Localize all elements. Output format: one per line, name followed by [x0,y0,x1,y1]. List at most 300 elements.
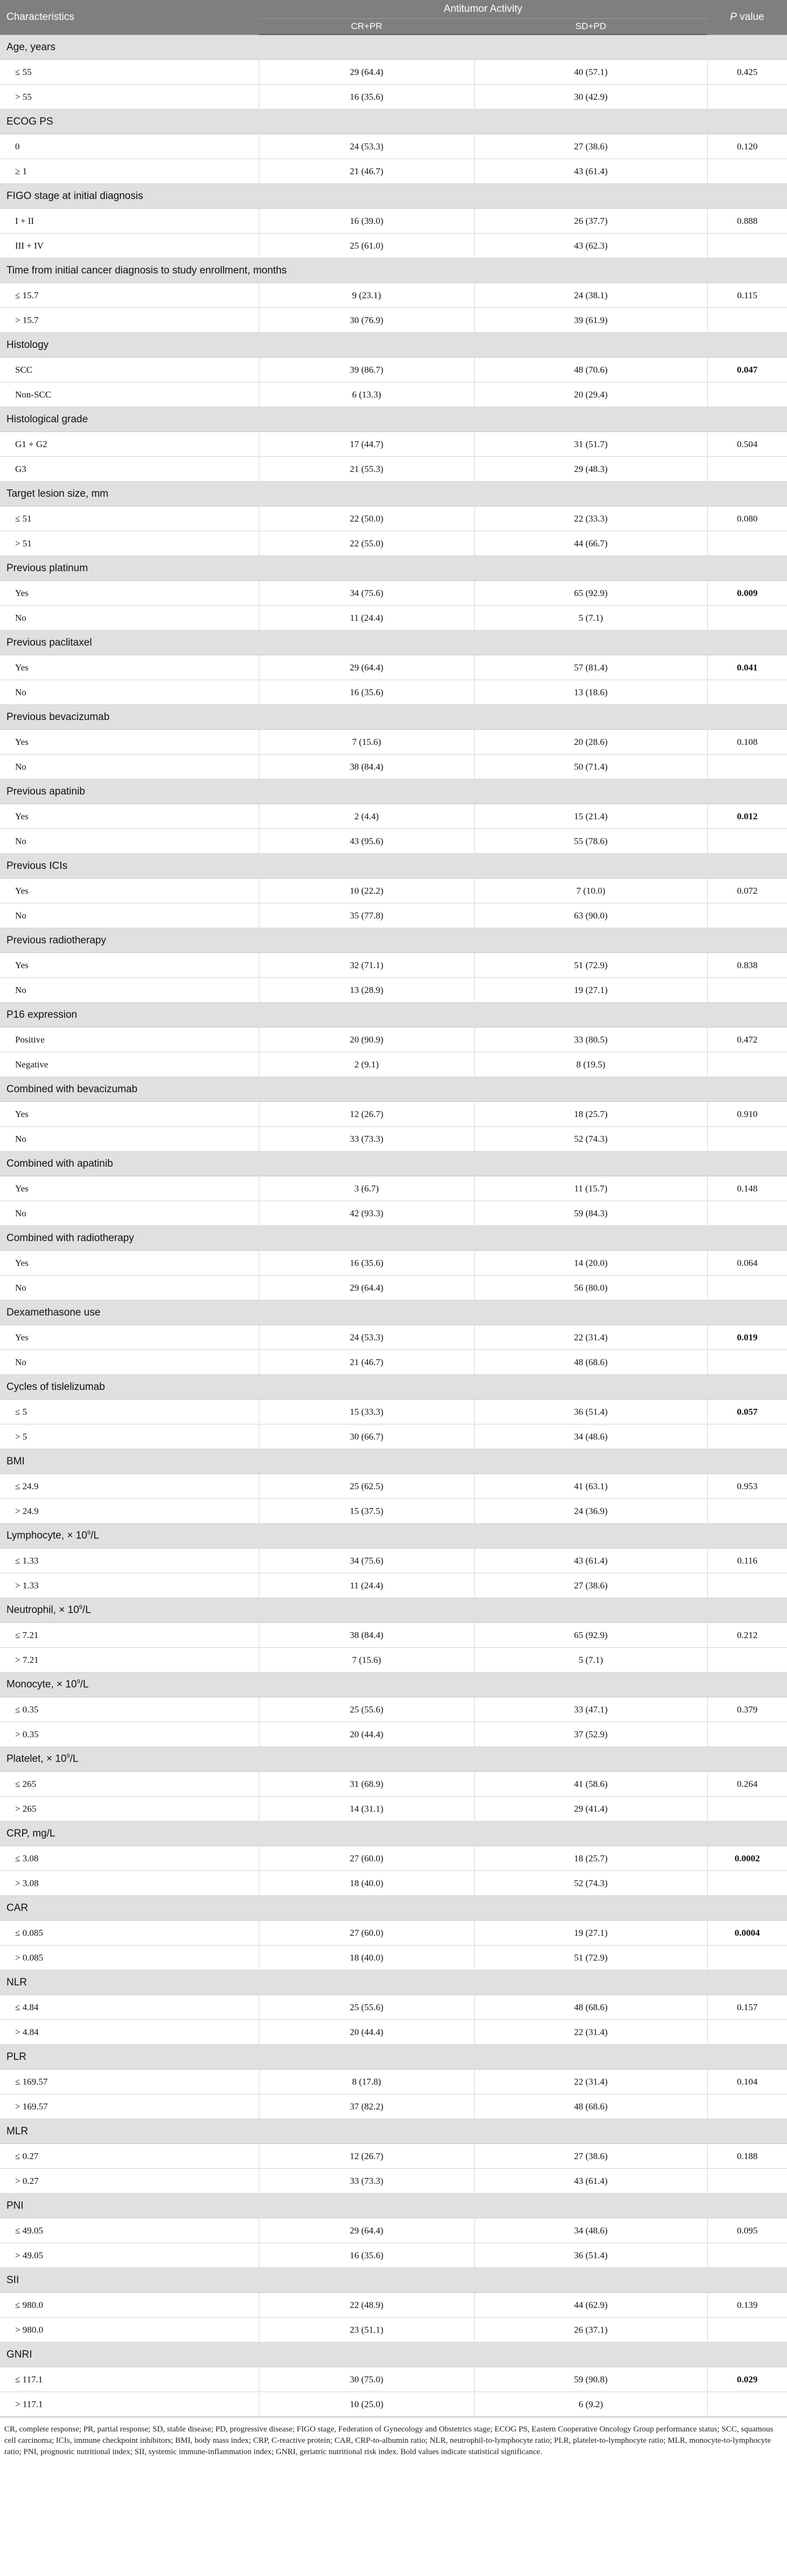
section-title-text: ECOG PS [6,115,53,127]
table-row [0,953,787,978]
table-row [0,283,787,308]
section-row [0,2342,787,2367]
sd-pd-value: 5 (7.1) [474,1648,707,1673]
cr-pr-value: 24 (53.3) [259,1325,474,1350]
p-value [707,1201,787,1226]
table-row [0,1797,787,1821]
section-row [0,854,787,879]
sd-pd-value: 41 (58.6) [474,1772,707,1797]
cr-pr-value: 33 (73.3) [259,1127,474,1152]
row-label: > 24.9 [0,1499,259,1524]
cr-pr-value: 22 (55.0) [259,531,474,556]
table-row [0,829,787,854]
section-row [0,1524,787,1549]
header-p-letter: P [730,11,737,23]
p-value [707,1722,787,1747]
section-row [0,1673,787,1697]
cr-pr-value: 38 (84.4) [259,1623,474,1648]
section-title [0,2194,787,2218]
cr-pr-value: 8 (17.8) [259,2070,474,2094]
table-row [0,209,787,234]
section-title [0,1598,787,1623]
cr-pr-value: 15 (33.3) [259,1400,474,1424]
section-title-text: Dexamethasone use [6,1306,101,1318]
p-value [707,85,787,109]
section-title [0,1226,787,1251]
section-row [0,2045,787,2070]
section-row [0,556,787,581]
section-title-text: CAR [6,1902,29,1914]
table-row [0,879,787,903]
row-label: > 4.84 [0,2020,259,2045]
sd-pd-value: 29 (41.4) [474,1797,707,1821]
cr-pr-value: 33 (73.3) [259,2169,474,2194]
row-label: > 0.27 [0,2169,259,2194]
section-row [0,1003,787,1027]
cr-pr-value: 11 (24.4) [259,1573,474,1598]
row-label: ≤ 49.05 [0,2218,259,2243]
sd-pd-value: 22 (31.4) [474,2070,707,2094]
cr-pr-value: 14 (31.1) [259,1797,474,1821]
section-title-text: GNRI [6,2348,32,2360]
header-p-word: value [736,11,764,23]
cr-pr-value: 11 (24.4) [259,606,474,631]
table-row [0,2218,787,2243]
p-value [707,1350,787,1375]
row-label: Yes [0,1251,259,1276]
row-label: > 1.33 [0,1573,259,1598]
section-row [0,1598,787,1623]
table-row [0,2144,787,2169]
section-title-text: PLR [6,2051,26,2063]
cr-pr-value: 2 (4.4) [259,804,474,829]
cr-pr-value: 30 (75.0) [259,2367,474,2392]
cr-pr-value: 22 (50.0) [259,506,474,531]
section-title-text: Lymphocyte, × 10 [6,1530,87,1542]
table-row [0,1772,787,1797]
sd-pd-value: 48 (68.6) [474,1350,707,1375]
section-title-text: Previous apatinib [6,785,85,797]
p-value: 0.095 [707,2218,787,2243]
p-value: 0.029 [707,2367,787,2392]
cr-pr-value: 37 (82.2) [259,2094,474,2119]
row-label: No [0,1201,259,1226]
cr-pr-value: 34 (75.6) [259,581,474,606]
row-label: 0 [0,134,259,159]
section-title [0,1747,787,1772]
row-label: > 7.21 [0,1648,259,1673]
row-label: ≤ 1.33 [0,1549,259,1573]
p-value: 0.264 [707,1772,787,1797]
sd-pd-value: 43 (62.3) [474,234,707,258]
table-row [0,1846,787,1871]
table-row [0,60,787,85]
sd-pd-value: 48 (68.6) [474,1995,707,2020]
p-value: 0.425 [707,60,787,85]
table-row [0,1201,787,1226]
sd-pd-value: 48 (70.6) [474,358,707,382]
section-title [0,1896,787,1921]
table-row [0,1573,787,1598]
section-title-text: Platelet, × 10 [6,1753,67,1765]
p-value [707,680,787,705]
sd-pd-value: 59 (90.8) [474,2367,707,2392]
section-title [0,333,787,358]
sd-pd-value: 50 (71.4) [474,755,707,779]
section-row [0,2119,787,2144]
cr-pr-value: 9 (23.1) [259,283,474,308]
sd-pd-value: 33 (47.1) [474,1697,707,1722]
table-row [0,358,787,382]
section-title [0,184,787,209]
section-title [0,258,787,283]
section-row [0,1077,787,1102]
cr-pr-value: 24 (53.3) [259,134,474,159]
sd-pd-value: 22 (31.4) [474,2020,707,2045]
cr-pr-value: 25 (61.0) [259,234,474,258]
header-characteristics: Characteristics [0,0,259,35]
p-value [707,531,787,556]
row-label: ≤ 0.085 [0,1921,259,1945]
cr-pr-value: 43 (95.6) [259,829,474,854]
sd-pd-value: 37 (52.9) [474,1722,707,1747]
p-value: 0.012 [707,804,787,829]
table-body [0,35,787,2417]
row-label: Yes [0,730,259,755]
row-label: Positive [0,1027,259,1052]
section-title-text: Target lesion size, mm [6,488,109,499]
section-row [0,333,787,358]
table-row [0,1648,787,1673]
row-label: > 265 [0,1797,259,1821]
section-title-text: Previous platinum [6,562,88,574]
cr-pr-value: 20 (90.9) [259,1027,474,1052]
table-row [0,432,787,457]
section-row [0,1226,787,1251]
section-title [0,2045,787,2070]
table-row [0,903,787,928]
row-label: G3 [0,457,259,482]
cr-pr-value: 21 (46.7) [259,1350,474,1375]
table-row [0,1350,787,1375]
sd-pd-value: 44 (62.9) [474,2293,707,2318]
section-title-superscript: 9 [87,1530,91,1537]
sd-pd-value: 15 (21.4) [474,804,707,829]
table-row [0,234,787,258]
section-title-superscript: 9 [77,1678,80,1686]
p-value: 0.888 [707,209,787,234]
section-title [0,1449,787,1474]
table-row [0,506,787,531]
row-label: ≤ 55 [0,60,259,85]
table-header [0,0,787,35]
sd-pd-value: 31 (51.7) [474,432,707,457]
row-label: ≤ 0.35 [0,1697,259,1722]
table-row [0,1697,787,1722]
table-row [0,1623,787,1648]
sd-pd-value: 27 (38.6) [474,2144,707,2169]
section-title [0,1673,787,1697]
table-row [0,308,787,333]
cr-pr-value: 25 (55.6) [259,1995,474,2020]
cr-pr-value: 17 (44.7) [259,432,474,457]
section-row [0,407,787,432]
table-row [0,606,787,631]
table-row [0,1995,787,2020]
sd-pd-value: 43 (61.4) [474,159,707,184]
row-label: > 5 [0,1424,259,1449]
row-label: Yes [0,879,259,903]
row-label: Yes [0,581,259,606]
section-title [0,1003,787,1027]
p-value [707,606,787,631]
p-value [707,2243,787,2268]
table-row [0,1027,787,1052]
section-title-text: PNI [6,2200,24,2211]
sd-pd-value: 29 (48.3) [474,457,707,482]
section-title [0,2119,787,2144]
table-row [0,1176,787,1201]
sd-pd-value: 26 (37.7) [474,209,707,234]
p-value [707,1276,787,1300]
section-row [0,1375,787,1400]
section-title-text: Histological grade [6,413,88,425]
sd-pd-value: 43 (61.4) [474,1549,707,1573]
sd-pd-value: 19 (27.1) [474,1921,707,1945]
section-title [0,407,787,432]
sd-pd-value: 65 (92.9) [474,1623,707,1648]
table-row [0,1722,787,1747]
cr-pr-value: 15 (37.5) [259,1499,474,1524]
table-row [0,1400,787,1424]
table-row [0,2094,787,2119]
table-row [0,159,787,184]
row-label: > 3.08 [0,1871,259,1896]
row-label: Yes [0,1325,259,1350]
sd-pd-value: 59 (84.3) [474,1201,707,1226]
cr-pr-value: 16 (35.6) [259,1251,474,1276]
row-label: No [0,606,259,631]
section-title-text: FIGO stage at initial diagnosis [6,190,143,202]
p-value [707,1945,787,1970]
cr-pr-value: 7 (15.6) [259,1648,474,1673]
header-antitumor-activity: Antitumor Activity [259,0,707,19]
sd-pd-value: 18 (25.7) [474,1102,707,1127]
row-label: > 169.57 [0,2094,259,2119]
table-row [0,1052,787,1077]
cr-pr-value: 16 (35.6) [259,85,474,109]
p-value [707,1499,787,1524]
p-value: 0.116 [707,1549,787,1573]
section-title [0,1300,787,1325]
p-value: 0.0002 [707,1846,787,1871]
section-title-unit: /L [70,1753,79,1765]
p-value [707,755,787,779]
sd-pd-value: 22 (31.4) [474,1325,707,1350]
table-row [0,1945,787,1970]
section-row [0,2268,787,2293]
p-value [707,2169,787,2194]
section-title-text: Cycles of tislelizumab [6,1381,105,1393]
row-label: > 49.05 [0,2243,259,2268]
p-value: 0.072 [707,879,787,903]
table-row [0,1251,787,1276]
section-row [0,1896,787,1921]
row-label: Yes [0,953,259,978]
row-label: No [0,1276,259,1300]
p-value: 0.057 [707,1400,787,1424]
sd-pd-value: 19 (27.1) [474,978,707,1003]
section-title-text: Neutrophil, × 10 [6,1604,79,1616]
p-value: 0.019 [707,1325,787,1350]
row-label: III + IV [0,234,259,258]
p-value [707,1127,787,1152]
row-label: ≤ 24.9 [0,1474,259,1499]
table-row [0,1102,787,1127]
header-cr-pr: CR+PR [259,19,474,35]
table-row [0,2169,787,2194]
row-label: ≤ 265 [0,1772,259,1797]
p-value [707,829,787,854]
p-value [707,1797,787,1821]
p-value: 0.148 [707,1176,787,1201]
table-row [0,1276,787,1300]
row-label: No [0,1127,259,1152]
cr-pr-value: 18 (40.0) [259,1871,474,1896]
row-label: > 15.7 [0,308,259,333]
p-value: 0.953 [707,1474,787,1499]
row-label: ≤ 0.27 [0,2144,259,2169]
section-title [0,2268,787,2293]
section-title-text: Previous ICIs [6,860,67,872]
section-title-unit: /L [82,1604,91,1616]
section-row [0,109,787,134]
cr-pr-value: 6 (13.3) [259,382,474,407]
table-row [0,581,787,606]
cr-pr-value: 35 (77.8) [259,903,474,928]
p-value: 0.157 [707,1995,787,2020]
cr-pr-value: 20 (44.4) [259,2020,474,2045]
row-label: G1 + G2 [0,432,259,457]
sd-pd-value: 51 (72.9) [474,953,707,978]
section-title [0,854,787,879]
section-title [0,556,787,581]
sd-pd-value: 14 (20.0) [474,1251,707,1276]
table-row [0,2367,787,2392]
row-label: ≤ 7.21 [0,1623,259,1648]
sd-pd-value: 24 (38.1) [474,283,707,308]
table-row [0,85,787,109]
section-title [0,779,787,804]
sd-pd-value: 8 (19.5) [474,1052,707,1077]
cr-pr-value: 38 (84.4) [259,755,474,779]
row-label: No [0,1350,259,1375]
p-value [707,159,787,184]
section-title-text: CRP, mg/L [6,1827,56,1839]
section-row [0,1821,787,1846]
table-row [0,1499,787,1524]
cr-pr-value: 10 (22.2) [259,879,474,903]
cr-pr-value: 12 (26.7) [259,1102,474,1127]
section-title-text: Age, years [6,41,56,53]
row-label: ≥ 1 [0,159,259,184]
row-label: Yes [0,1176,259,1201]
cr-pr-value: 30 (76.9) [259,308,474,333]
sd-pd-value: 56 (80.0) [474,1276,707,1300]
section-title-text: BMI [6,1455,25,1467]
section-title-text: Combined with radiotherapy [6,1232,134,1244]
section-title-text: Combined with bevacizumab [6,1083,137,1095]
section-row [0,779,787,804]
cr-pr-value: 39 (86.7) [259,358,474,382]
row-label: ≤ 4.84 [0,1995,259,2020]
cr-pr-value: 13 (28.9) [259,978,474,1003]
cr-pr-value: 27 (60.0) [259,1921,474,1945]
cr-pr-value: 29 (64.4) [259,655,474,680]
cr-pr-value: 16 (39.0) [259,209,474,234]
p-value: 0.379 [707,1697,787,1722]
sd-pd-value: 20 (29.4) [474,382,707,407]
cr-pr-value: 16 (35.6) [259,680,474,705]
header-sd-pd: SD+PD [474,19,707,35]
row-label: ≤ 51 [0,506,259,531]
sd-pd-value: 33 (80.5) [474,1027,707,1052]
p-value: 0.504 [707,432,787,457]
table-row [0,1325,787,1350]
table-row [0,1474,787,1499]
section-title [0,1970,787,1995]
sd-pd-value: 48 (68.6) [474,2094,707,2119]
table-row [0,978,787,1003]
section-title [0,1152,787,1176]
table-row [0,1549,787,1573]
sd-pd-value: 52 (74.3) [474,1871,707,1896]
section-title-superscript: 9 [79,1604,82,1611]
section-title-text: P16 expression [6,1009,77,1020]
p-value: 0.104 [707,2070,787,2094]
table-row [0,730,787,755]
p-value: 0.212 [707,1623,787,1648]
sd-pd-value: 41 (63.1) [474,1474,707,1499]
cr-pr-value: 25 (62.5) [259,1474,474,1499]
p-value [707,2392,787,2417]
row-label: Negative [0,1052,259,1077]
cr-pr-value: 29 (64.4) [259,60,474,85]
sd-pd-value: 51 (72.9) [474,1945,707,1970]
p-value [707,1648,787,1673]
p-value: 0.009 [707,581,787,606]
table-row [0,804,787,829]
section-row [0,705,787,730]
section-title-text: Previous bevacizumab [6,711,110,723]
section-row [0,928,787,953]
sd-pd-value: 7 (10.0) [474,879,707,903]
p-value [707,903,787,928]
p-value: 0.064 [707,1251,787,1276]
sd-pd-value: 18 (25.7) [474,1846,707,1871]
table-row [0,755,787,779]
p-value [707,457,787,482]
sd-pd-value: 20 (28.6) [474,730,707,755]
table-row [0,1424,787,1449]
section-row [0,1747,787,1772]
row-label: ≤ 15.7 [0,283,259,308]
p-value: 0.910 [707,1102,787,1127]
table-row [0,655,787,680]
p-value [707,1052,787,1077]
p-value [707,2020,787,2045]
section-title-unit: /L [90,1530,99,1542]
